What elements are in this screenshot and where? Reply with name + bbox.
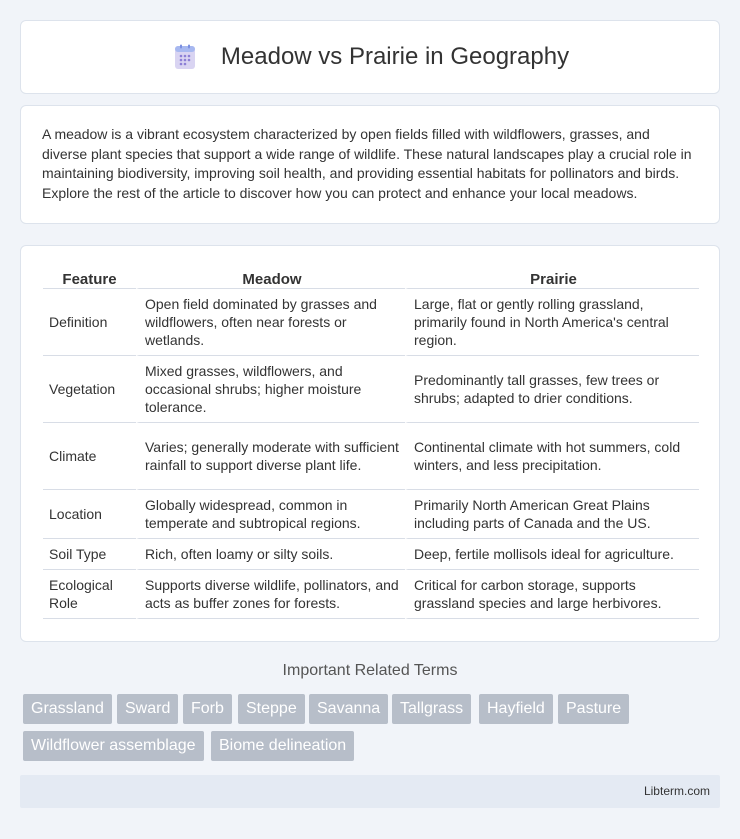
footer-site-link[interactable]: Libterm.com <box>643 784 710 798</box>
header-card <box>20 20 720 94</box>
header-feature: Feature <box>43 264 136 289</box>
row-prairie: Deep, fertile mollisols ideal for agriculture. <box>405 539 699 570</box>
table-header-row <box>43 264 699 289</box>
row-feature: Definition <box>43 289 136 356</box>
tag-steppe[interactable]: Steppe <box>238 694 305 724</box>
tag-savanna[interactable]: Savanna <box>309 694 388 724</box>
tag-hayfield[interactable]: Hayfield <box>479 694 553 724</box>
comparison-table <box>43 264 699 619</box>
tag-pasture[interactable]: Pasture <box>558 694 629 724</box>
intro-card <box>20 105 720 224</box>
comparison-card <box>20 245 720 642</box>
tag-wildflower-assemblage[interactable]: Wildflower assemblage <box>23 731 204 761</box>
table-row <box>43 490 699 539</box>
tag-biome-delineation[interactable]: Biome delineation <box>211 731 354 761</box>
related-terms-title: Important Related Terms <box>282 662 458 679</box>
row-feature: Location <box>43 490 136 539</box>
table-row <box>43 423 699 490</box>
row-feature: Ecological Role <box>43 570 136 619</box>
row-prairie: Primarily North American Great Plains including parts of Canada and the US. <box>405 490 699 539</box>
row-feature: Vegetation <box>43 356 136 423</box>
row-meadow: Globally widespread, common in temperate and subtropical regions. <box>136 490 405 539</box>
row-prairie: Continental climate with hot summers, cold winters, and less precipitation. <box>405 423 699 490</box>
tag-forb[interactable]: Forb <box>183 694 232 724</box>
header-prairie: Prairie <box>405 264 699 289</box>
table-row <box>43 356 699 423</box>
table-row <box>43 289 699 356</box>
table-row <box>43 570 699 619</box>
row-meadow: Mixed grasses, wildflowers, and occasional shrubs; higher moisture tolerance. <box>136 356 405 423</box>
tag-sward[interactable]: Sward <box>117 694 178 724</box>
header-meadow: Meadow <box>136 264 405 289</box>
row-prairie: Large, flat or gently rolling grassland, primarily found in North America's central region. <box>405 289 699 356</box>
intro-text: A meadow is a vibrant ecosystem characterized by open fields filled with wildflowers, grasses, and diverse plant species that support a wide range of wildlife. These natural landscapes play a crucial role in maintaining biodiversity, improving soil health, and providing essential habitats for pollinators and birds. Explore the rest of the article to discover how you can protect and enhance your local meadows. <box>42 126 692 201</box>
table-row <box>43 539 699 570</box>
page-title: Meadow vs Prairie in Geography <box>220 43 570 70</box>
title-wrap <box>171 43 569 71</box>
row-feature: Soil Type <box>43 539 136 570</box>
document-icon <box>171 43 199 71</box>
tag-tallgrass[interactable]: Tallgrass <box>392 694 471 724</box>
row-meadow: Varies; generally moderate with sufficient rainfall to support diverse plant life. <box>136 423 405 490</box>
row-prairie: Predominantly tall grasses, few trees or shrubs; adapted to drier conditions. <box>405 356 699 423</box>
tag-grassland[interactable]: Grassland <box>23 694 112 724</box>
row-meadow: Open field dominated by grasses and wildflowers, often near forests or wetlands. <box>136 289 405 356</box>
row-meadow: Rich, often loamy or silty soils. <box>136 539 405 570</box>
footer <box>20 775 720 808</box>
row-meadow: Supports diverse wildlife, pollinators, and acts as buffer zones for forests. <box>136 570 405 619</box>
row-feature: Climate <box>43 423 136 490</box>
row-prairie: Critical for carbon storage, supports grassland species and large herbivores. <box>405 570 699 619</box>
